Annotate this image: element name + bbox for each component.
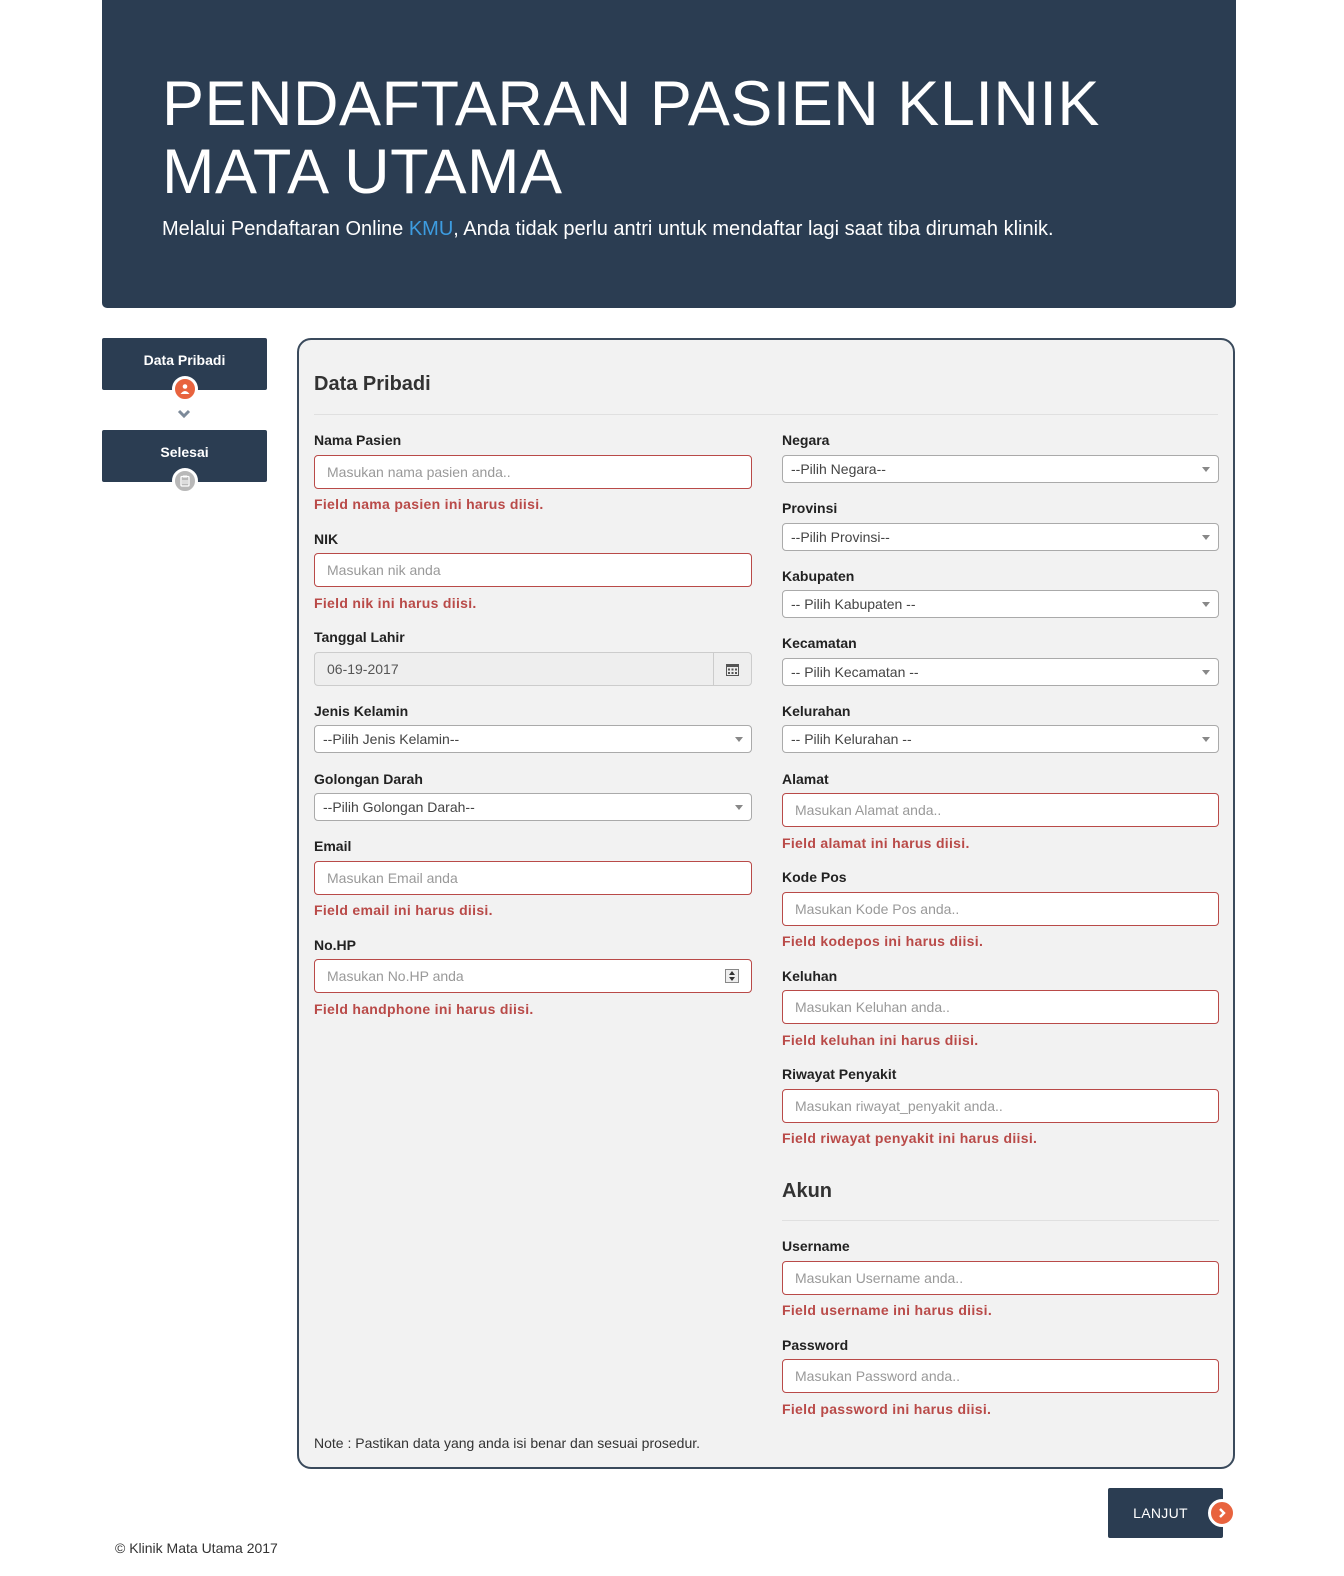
golongan-darah-value: --Pilih Golongan Darah-- (323, 799, 475, 815)
keluhan-input[interactable]: Masukan Keluhan anda.. (782, 990, 1219, 1024)
number-spinner-icon[interactable] (725, 969, 739, 983)
caret-down-icon (1202, 467, 1210, 472)
step-label: Data Pribadi (143, 352, 226, 368)
alamat-input[interactable]: Masukan Alamat anda.. (782, 793, 1219, 827)
subtitle-text-end: , Anda tidak perlu antri untuk mendaftar lagi saat tiba dirumah klinik. (453, 218, 1054, 240)
caret-down-icon (1202, 670, 1210, 675)
username-input[interactable]: Masukan Username anda.. (782, 1261, 1219, 1295)
chevron-right-icon[interactable] (1208, 1499, 1236, 1527)
email-input[interactable]: Masukan Email anda (314, 861, 752, 895)
registration-form (297, 338, 1235, 1469)
chevron-down-icon (176, 406, 192, 422)
password-input[interactable]: Masukan Password anda.. (782, 1359, 1219, 1393)
nama-error: Field nama pasien ini harus diisi. (314, 496, 544, 512)
tanggal-input[interactable] (314, 652, 752, 686)
kecamatan-label: Kecamatan (782, 635, 857, 651)
golongan-darah-select[interactable] (314, 793, 752, 821)
alamat-label: Alamat (782, 771, 829, 787)
step-selesai[interactable] (102, 430, 267, 482)
user-icon (172, 376, 198, 402)
kabupaten-value: -- Pilih Kabupaten -- (791, 596, 916, 612)
hp-input[interactable] (314, 959, 752, 993)
provinsi-label: Provinsi (782, 500, 838, 516)
caret-down-icon (1202, 737, 1210, 742)
caret-down-icon (735, 805, 743, 810)
hp-error: Field handphone ini harus diisi. (314, 1001, 534, 1017)
tanggal-value: 06-19-2017 (327, 661, 399, 677)
kelurahan-select[interactable] (782, 725, 1219, 753)
nama-label: Nama Pasien (314, 432, 402, 448)
kodepos-input[interactable]: Masukan Kode Pos anda.. (782, 892, 1219, 926)
riwayat-error: Field riwayat penyakit ini harus diisi. (782, 1130, 1038, 1146)
hp-label: No.HP (314, 937, 356, 953)
username-error: Field username ini harus diisi. (782, 1302, 993, 1318)
kodepos-error: Field kodepos ini harus diisi. (782, 933, 984, 949)
section-title: Data Pribadi (314, 373, 431, 395)
kodepos-label: Kode Pos (782, 869, 847, 885)
alamat-error: Field alamat ini harus diisi. (782, 835, 970, 851)
nik-error: Field nik ini harus diisi. (314, 595, 477, 611)
keluhan-error: Field keluhan ini harus diisi. (782, 1032, 979, 1048)
negara-value: --Pilih Negara-- (791, 461, 886, 477)
kelurahan-label: Kelurahan (782, 703, 851, 719)
email-label: Email (314, 838, 352, 854)
form-note: Note : Pastikan data yang anda isi benar dan sesuai prosedur. (314, 1435, 701, 1451)
kelurahan-value: -- Pilih Kelurahan -- (791, 731, 912, 747)
tanggal-label: Tanggal Lahir (314, 629, 405, 645)
jenis-kelamin-value: --Pilih Jenis Kelamin-- (323, 731, 460, 747)
negara-label: Negara (782, 432, 830, 448)
caret-down-icon (735, 737, 743, 742)
kabupaten-label: Kabupaten (782, 568, 855, 584)
jenis-kelamin-label: Jenis Kelamin (314, 703, 409, 719)
hp-placeholder: Masukan No.HP anda (327, 968, 464, 984)
step-label: Selesai (160, 444, 209, 460)
divider (782, 1220, 1219, 1221)
kecamatan-value: -- Pilih Kecamatan -- (791, 664, 919, 680)
password-error: Field password ini harus diisi. (782, 1401, 992, 1417)
password-label: Password (782, 1337, 849, 1353)
clipboard-icon (172, 468, 198, 494)
header-banner (102, 0, 1236, 308)
step-data-pribadi[interactable] (102, 338, 267, 390)
nik-label: NIK (314, 531, 339, 547)
footer-copyright: © Klinik Mata Utama 2017 (115, 1540, 278, 1556)
page-title: PENDAFTARAN PASIEN KLINIK MATA UTAMA (162, 69, 1100, 207)
golongan-darah-label: Golongan Darah (314, 771, 423, 787)
negara-select[interactable] (782, 455, 1219, 483)
kecamatan-select[interactable] (782, 658, 1219, 686)
username-label: Username (782, 1238, 850, 1254)
lanjut-button[interactable]: LANJUT (1108, 1488, 1223, 1538)
akun-title: Akun (782, 1180, 832, 1202)
jenis-kelamin-select[interactable] (314, 725, 752, 753)
nik-input[interactable]: Masukan nik anda (314, 553, 752, 587)
subtitle-text: Melalui Pendaftaran Online (162, 218, 409, 240)
provinsi-value: --Pilih Provinsi-- (791, 529, 890, 545)
caret-down-icon (1202, 535, 1210, 540)
kabupaten-select[interactable] (782, 590, 1219, 618)
email-error: Field email ini harus diisi. (314, 902, 493, 918)
nama-input[interactable]: Masukan nama pasien anda.. (314, 455, 752, 489)
kmu-link[interactable]: KMU (408, 218, 454, 240)
provinsi-select[interactable] (782, 523, 1219, 551)
riwayat-label: Riwayat Penyakit (782, 1066, 897, 1082)
riwayat-input[interactable]: Masukan riwayat_penyakit anda.. (782, 1089, 1219, 1123)
calendar-icon[interactable] (713, 653, 751, 685)
page-subtitle (162, 218, 1054, 241)
caret-down-icon (1202, 602, 1210, 607)
divider (314, 414, 1218, 415)
keluhan-label: Keluhan (782, 968, 838, 984)
